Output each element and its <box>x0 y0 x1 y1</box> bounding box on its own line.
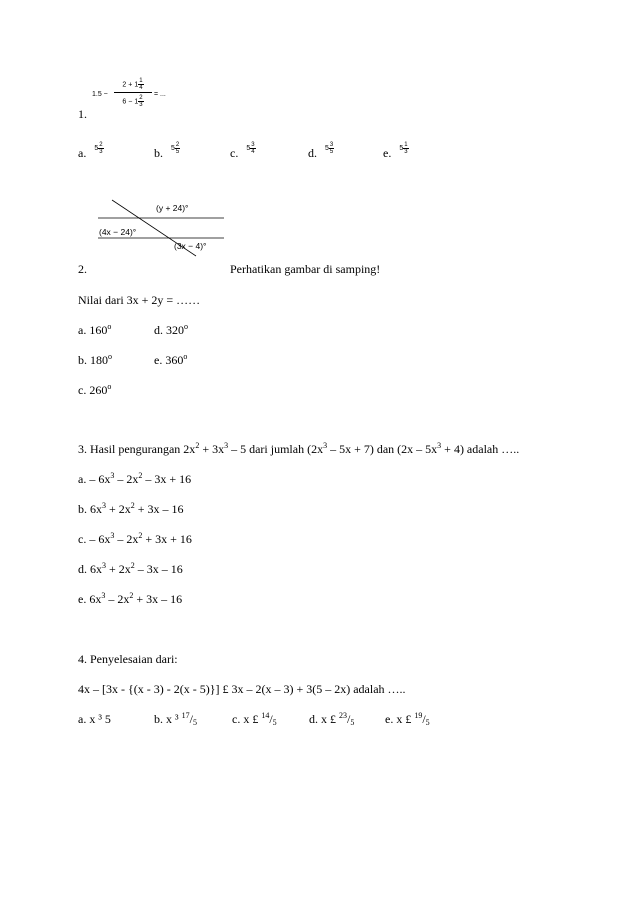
q1-number: 1. <box>78 107 87 121</box>
q2-option-c[interactable]: c. 260$^o$ <box>78 382 112 397</box>
q3-option-a[interactable]: a. – $6x^3 - 2x^2 - 3x + 16$ <box>78 471 192 486</box>
q4-option-a[interactable]: a. x ³ 5 <box>78 712 111 726</box>
angle-label-bottom-right: (3x − 4)° <box>174 241 207 251</box>
q2-question: Nilai dari 3x + 2y = …… <box>78 293 201 307</box>
q4-title: 4. Penyelesaian dari: <box>78 652 178 666</box>
angle-diagram <box>96 196 226 258</box>
q1-formula-fraction <box>114 78 152 109</box>
q2-option-d[interactable]: d. 320$^o$ <box>154 322 188 337</box>
q4-option-e[interactable]: e. x £ $^{19}/_5$ <box>385 711 430 727</box>
q4-expression: 4x – [3x - {(x - 3) - 2(x - 5)}] £ 3x – 2(x – 3) + 3(5 – 2x) adalah ….. <box>78 682 406 696</box>
q3-option-b[interactable]: b. $6x^3 + 2x^2 + 3x - 16$ <box>78 501 184 516</box>
q2-option-b[interactable]: b. 180$^o$ <box>78 352 112 367</box>
q3-option-d[interactable]: d. $6x^3 + 2x^2 - 3x - 16$ <box>78 561 183 576</box>
q2-number: 2. <box>78 262 87 276</box>
q1-option-e[interactable]: e. $^{5 \frac{1}{3}}$ <box>383 141 408 160</box>
q2-instruction: Perhatikan gambar di samping! <box>230 262 381 276</box>
q3-question: 3. Hasil pengurangan $2x^2 + 3x^3 - 5$ dari jumlah $(2x^3 - 5x + 7)$ dan $(2x - 5x^3 + 4)$ adalah ….. <box>78 441 520 456</box>
angle-label-top-right: (y + 24)° <box>156 203 189 213</box>
q3-option-c[interactable]: c. – $6x^3 - 2x^2 + 3x + 16$ <box>78 531 192 546</box>
q1-option-d[interactable]: d. $^{5 \frac{3}{5}}$ <box>308 141 334 160</box>
q1-formula-tail: = ... <box>154 91 166 98</box>
q1-option-b[interactable]: b. $^{5 \frac{2}{5}}$ <box>154 141 180 160</box>
q2-option-e[interactable]: e. 360$^o$ <box>154 352 188 367</box>
angle-label-left: (4x − 24)° <box>99 227 137 237</box>
q1-formula-lead: 1.5 − <box>92 91 108 98</box>
q2-option-a[interactable]: a. 160$^o$ <box>78 322 112 337</box>
q1-option-c[interactable]: c. $^{5 \frac{3}{4}}$ <box>230 141 255 160</box>
q1-option-a[interactable]: a. $^{5 \frac{2}{3}}$ <box>78 141 103 160</box>
q1-formula-bottom: 6 − 1 $\frac{2}{3}$ <box>122 95 143 108</box>
q4-option-c[interactable]: c. x £ $^{14}/_5$ <box>232 711 277 727</box>
q1-formula-top: 2 + 1 $\frac{1}{4}$ <box>114 78 152 93</box>
q3-option-e[interactable]: e. $6x^3 - 2x^2 + 3x - 16$ <box>78 591 183 606</box>
q4-option-d[interactable]: d. x £ $^{23}/_5$ <box>309 711 355 727</box>
q4-option-b[interactable]: b. x ³ $^{17}/_5$ <box>154 711 197 727</box>
